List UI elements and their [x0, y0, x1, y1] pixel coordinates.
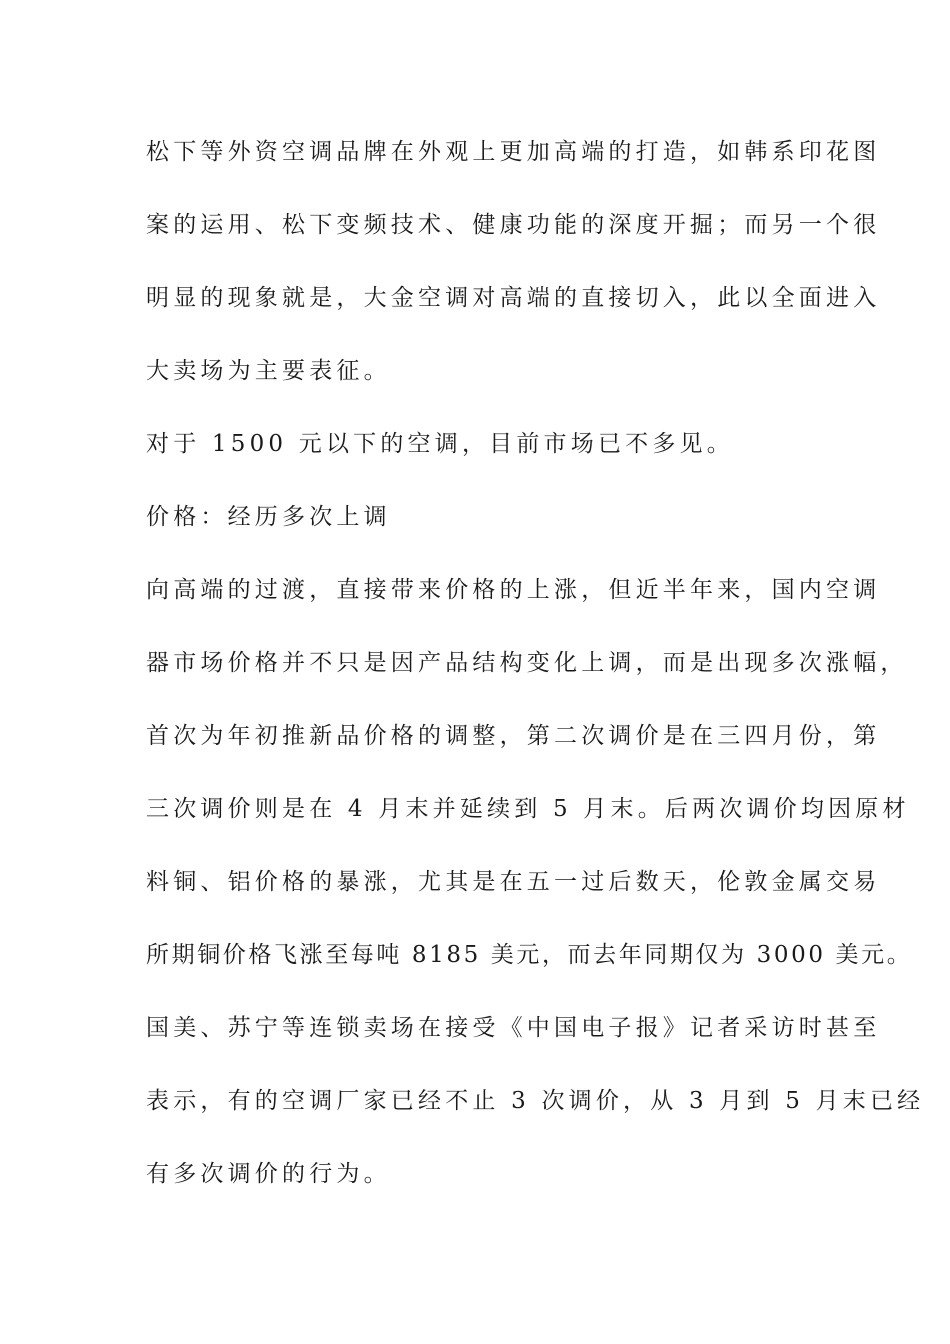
text-line: 对于 1500 元以下的空调，目前市场已不多见。 — [146, 431, 734, 457]
text-line: 大卖场为主要表征。 — [146, 358, 391, 384]
text-line: 案的运用、松下变频技术、健康功能的深度开掘；而另一个很 — [146, 212, 881, 238]
text-line: 向高端的过渡，直接带来价格的上涨，但近半年来，国内空调 — [146, 577, 881, 603]
text-line: 所期铜价格飞涨至每吨 8185 美元，而去年同期仅为 3000 美元。 — [146, 942, 913, 968]
text-line: 首次为年初推新品价格的调整，第二次调价是在三四月份，第 — [146, 723, 881, 749]
section-heading: 价格：经历多次上调 — [146, 504, 391, 530]
text-line: 三次调价则是在 4 月末并延续到 5 月末。后两次调价均因原材 — [146, 796, 910, 822]
text-line: 表示，有的空调厂家已经不止 3 次调价，从 3 月到 5 月末已经 — [146, 1088, 925, 1114]
text-line: 料铜、铝价格的暴涨，尤其是在五一过后数天，伦敦金属交易 — [146, 869, 881, 895]
text-line: 明显的现象就是，大金空调对高端的直接切入，此以全面进入 — [146, 285, 881, 311]
text-line: 国美、苏宁等连锁卖场在接受《中国电子报》记者采访时甚至 — [146, 1015, 881, 1041]
document-body — [146, 131, 925, 1226]
text-line: 器市场价格并不只是因产品结构变化上调，而是出现多次涨幅， — [146, 650, 908, 676]
text-line: 有多次调价的行为。 — [146, 1161, 391, 1187]
text-line: 松下等外资空调品牌在外观上更加高端的打造，如韩系印花图 — [146, 139, 881, 165]
